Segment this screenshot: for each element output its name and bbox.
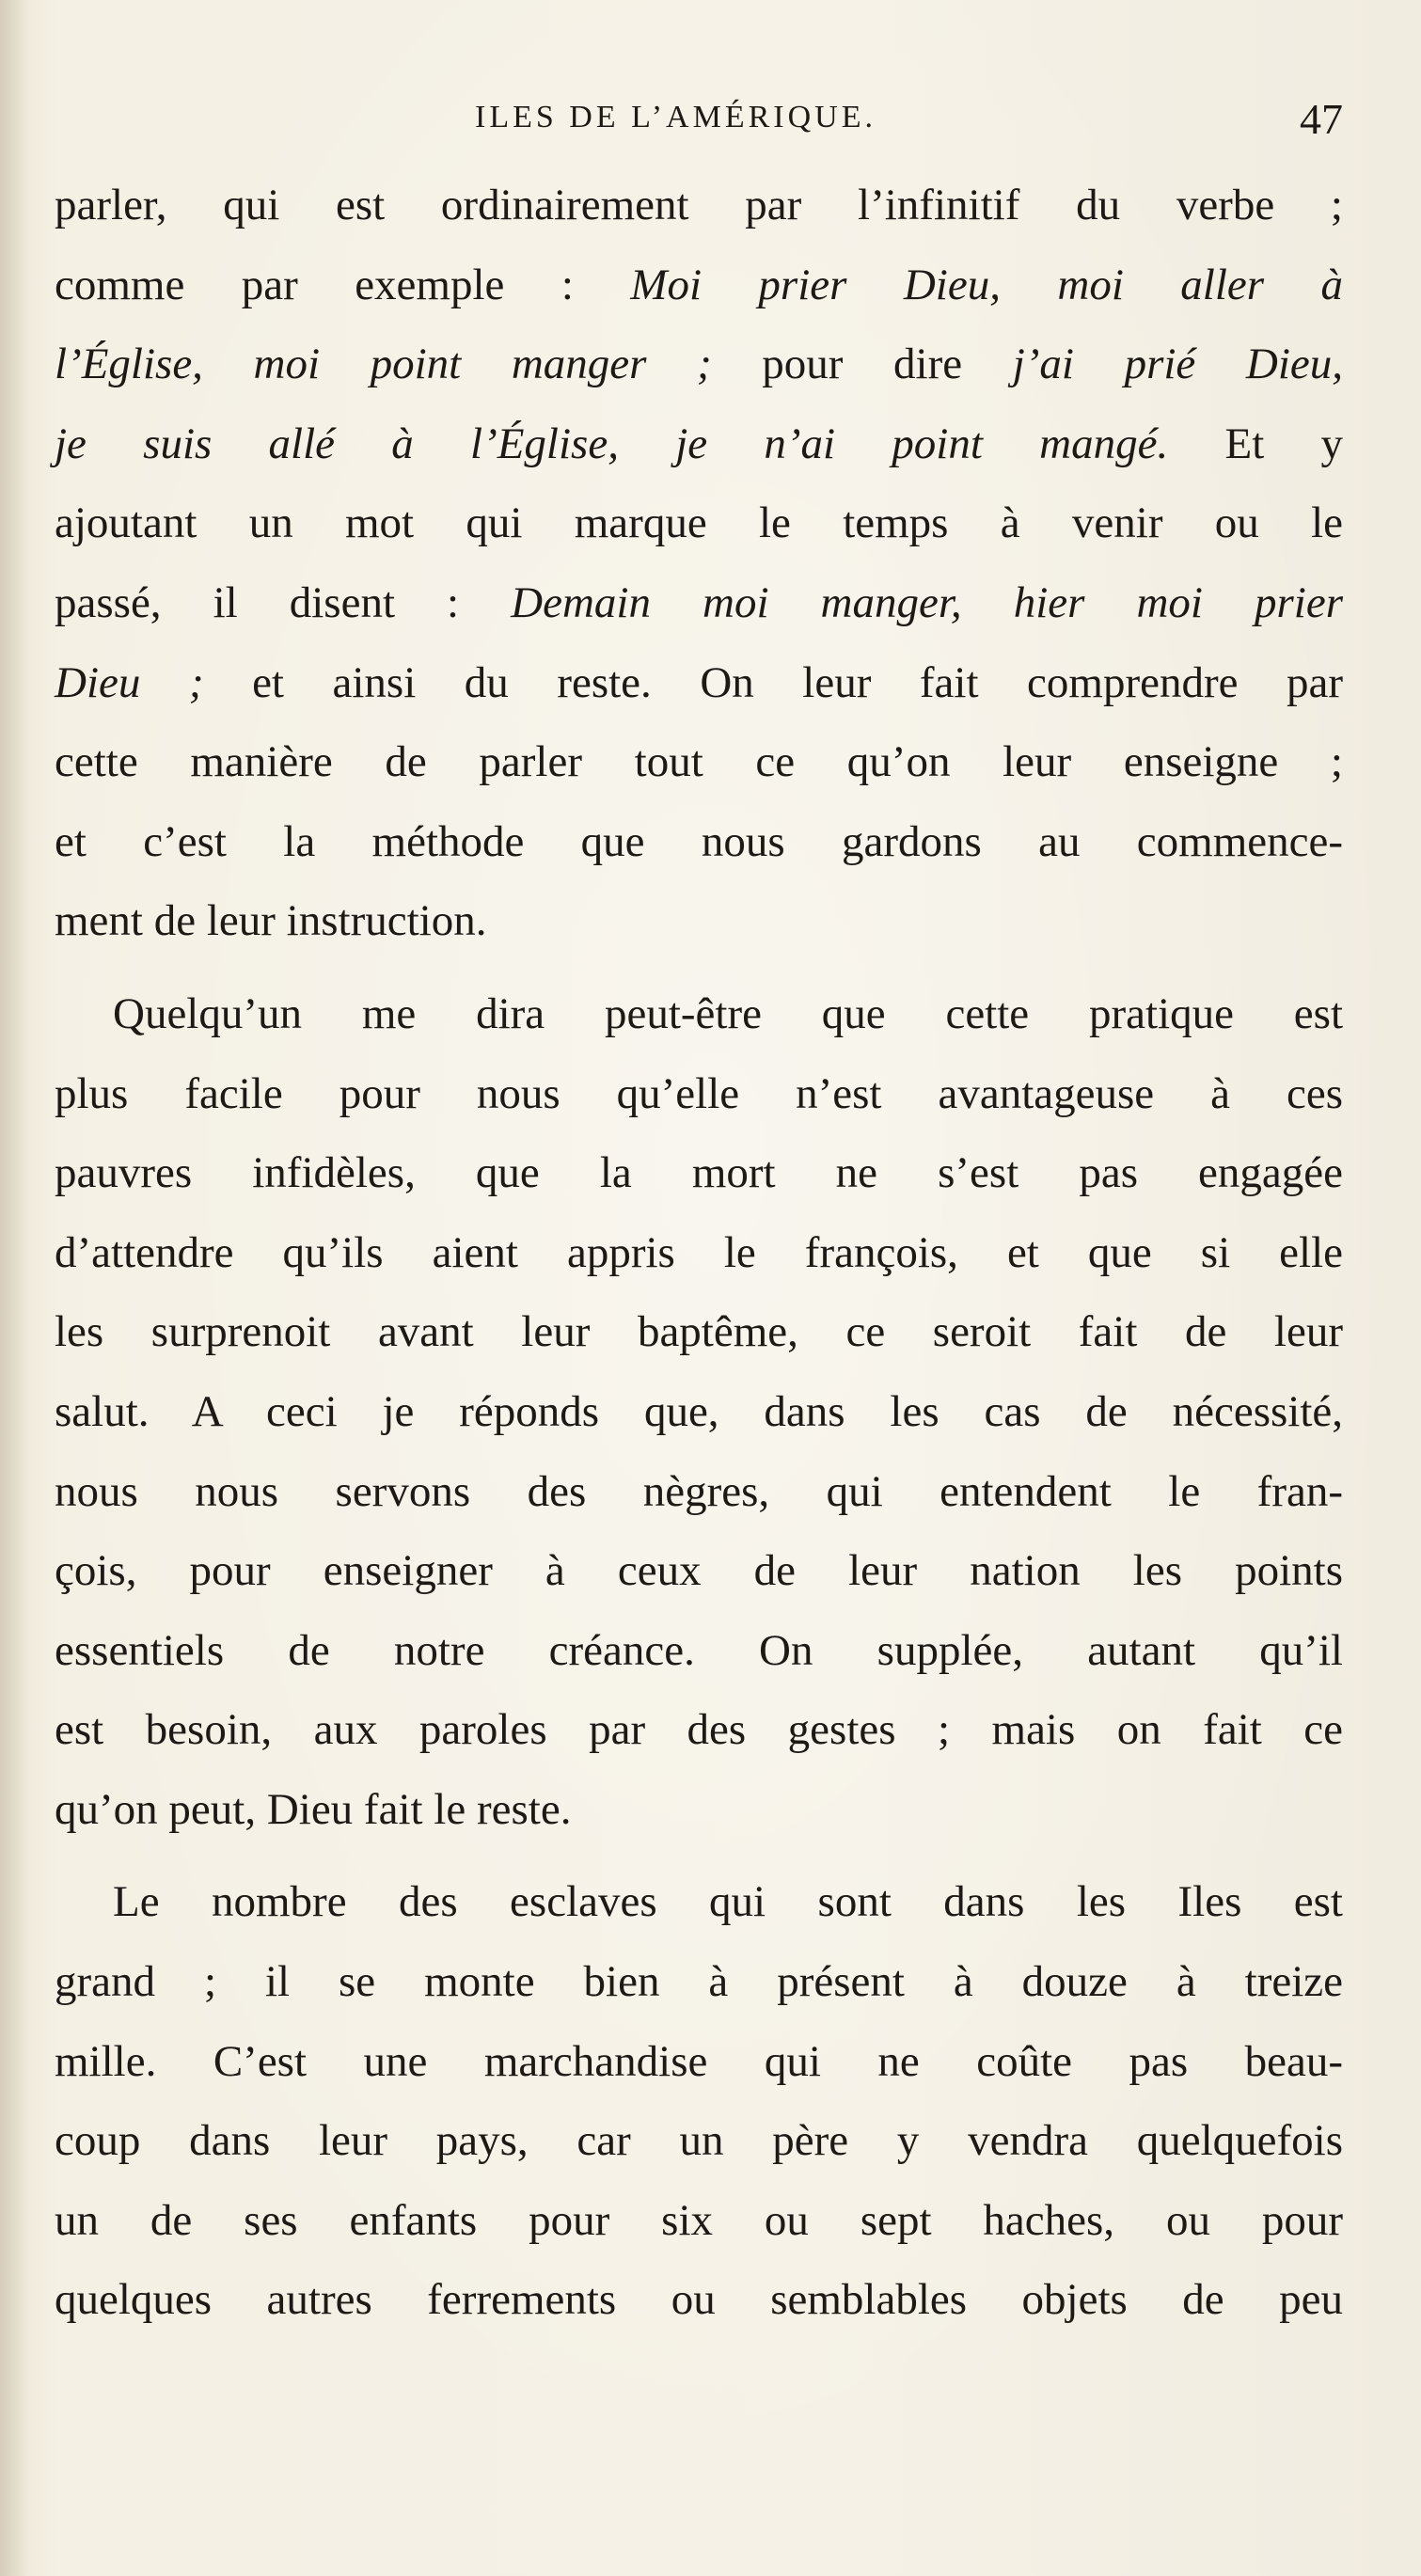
body-text bbox=[55, 166, 1343, 2340]
text-line: je suis allé à l’Église, je n’ai point mangé. Et y bbox=[55, 419, 1343, 468]
text-line: l’Église, moi point manger ; pour dire j’ai prié Dieu, bbox=[55, 340, 1343, 389]
text-line: d’attendre qu’ils aient appris le françois, et que si elle bbox=[55, 1227, 1343, 1277]
text-line: passé, il disent : Demain moi manger, hier moi prier bbox=[55, 577, 1343, 627]
text-line: ajoutant un mot qui marque le temps à venir ou le bbox=[55, 498, 1343, 548]
page-number: 47 bbox=[1300, 95, 1343, 143]
running-title: ILES DE L’AMÉRIQUE. bbox=[475, 100, 876, 134]
text-line: comme par exemple : Moi prier Dieu, moi aller à bbox=[55, 260, 1343, 309]
paragraph bbox=[55, 974, 1343, 1850]
text-line: çois, pour enseigner à ceux de leur nation les points bbox=[55, 1546, 1343, 1596]
text-line: pauvres infidèles, que la mort ne s’est pas engagée bbox=[55, 1148, 1343, 1198]
text-line: Le nombre des esclaves qui sont dans les Iles est bbox=[113, 1877, 1343, 1927]
text-line: essentiels de notre créance. On supplée, autant qu’il bbox=[55, 1625, 1343, 1675]
text-line: Dieu ; et ainsi du reste. On leur fait comprendre par bbox=[55, 657, 1343, 707]
running-head bbox=[55, 94, 1343, 150]
paragraph bbox=[55, 1862, 1343, 2340]
paragraph-gap bbox=[55, 961, 1343, 974]
text-line: les surprenoit avant leur baptême, ce seroit fait de leur bbox=[55, 1307, 1343, 1357]
gutter-shadow bbox=[0, 0, 28, 2576]
paragraph-gap bbox=[55, 1849, 1343, 1862]
text-line: est besoin, aux paroles par des gestes ; mais on fait ce bbox=[55, 1705, 1343, 1755]
text-line: coup dans leur pays, car un père y vendra quelquefois bbox=[55, 2116, 1343, 2166]
text-line: quelques autres ferrements ou semblables objets de peu bbox=[55, 2275, 1343, 2325]
paragraph bbox=[55, 166, 1343, 961]
text-line: salut. A ceci je réponds que, dans les cas de nécessité, bbox=[55, 1386, 1343, 1436]
text-line: qu’on peut, Dieu fait le reste. bbox=[55, 1784, 572, 1834]
text-line: un de ses enfants pour six ou sept haches, ou pour bbox=[55, 2195, 1343, 2245]
text-line: nous nous servons des nègres, qui entendent le fran- bbox=[55, 1466, 1343, 1516]
text-line: parler, qui est ordinairement par l’infinitif du verbe ; bbox=[55, 181, 1343, 229]
text-line: plus facile pour nous qu’elle n’est avantageuse à ces bbox=[55, 1068, 1343, 1118]
text-line: cette manière de parler tout ce qu’on leur enseigne ; bbox=[55, 737, 1343, 787]
text-line: Quelqu’un me dira peut-être que cette pratique est bbox=[113, 988, 1343, 1038]
text-line: et c’est la méthode que nous gardons au commence- bbox=[55, 816, 1343, 866]
text-line: grand ; il se monte bien à présent à douze à treize bbox=[55, 1957, 1343, 2007]
text-line: ment de leur instruction. bbox=[55, 896, 487, 946]
text-line: mille. C’est une marchandise qui ne coûte pas beau- bbox=[55, 2036, 1343, 2086]
